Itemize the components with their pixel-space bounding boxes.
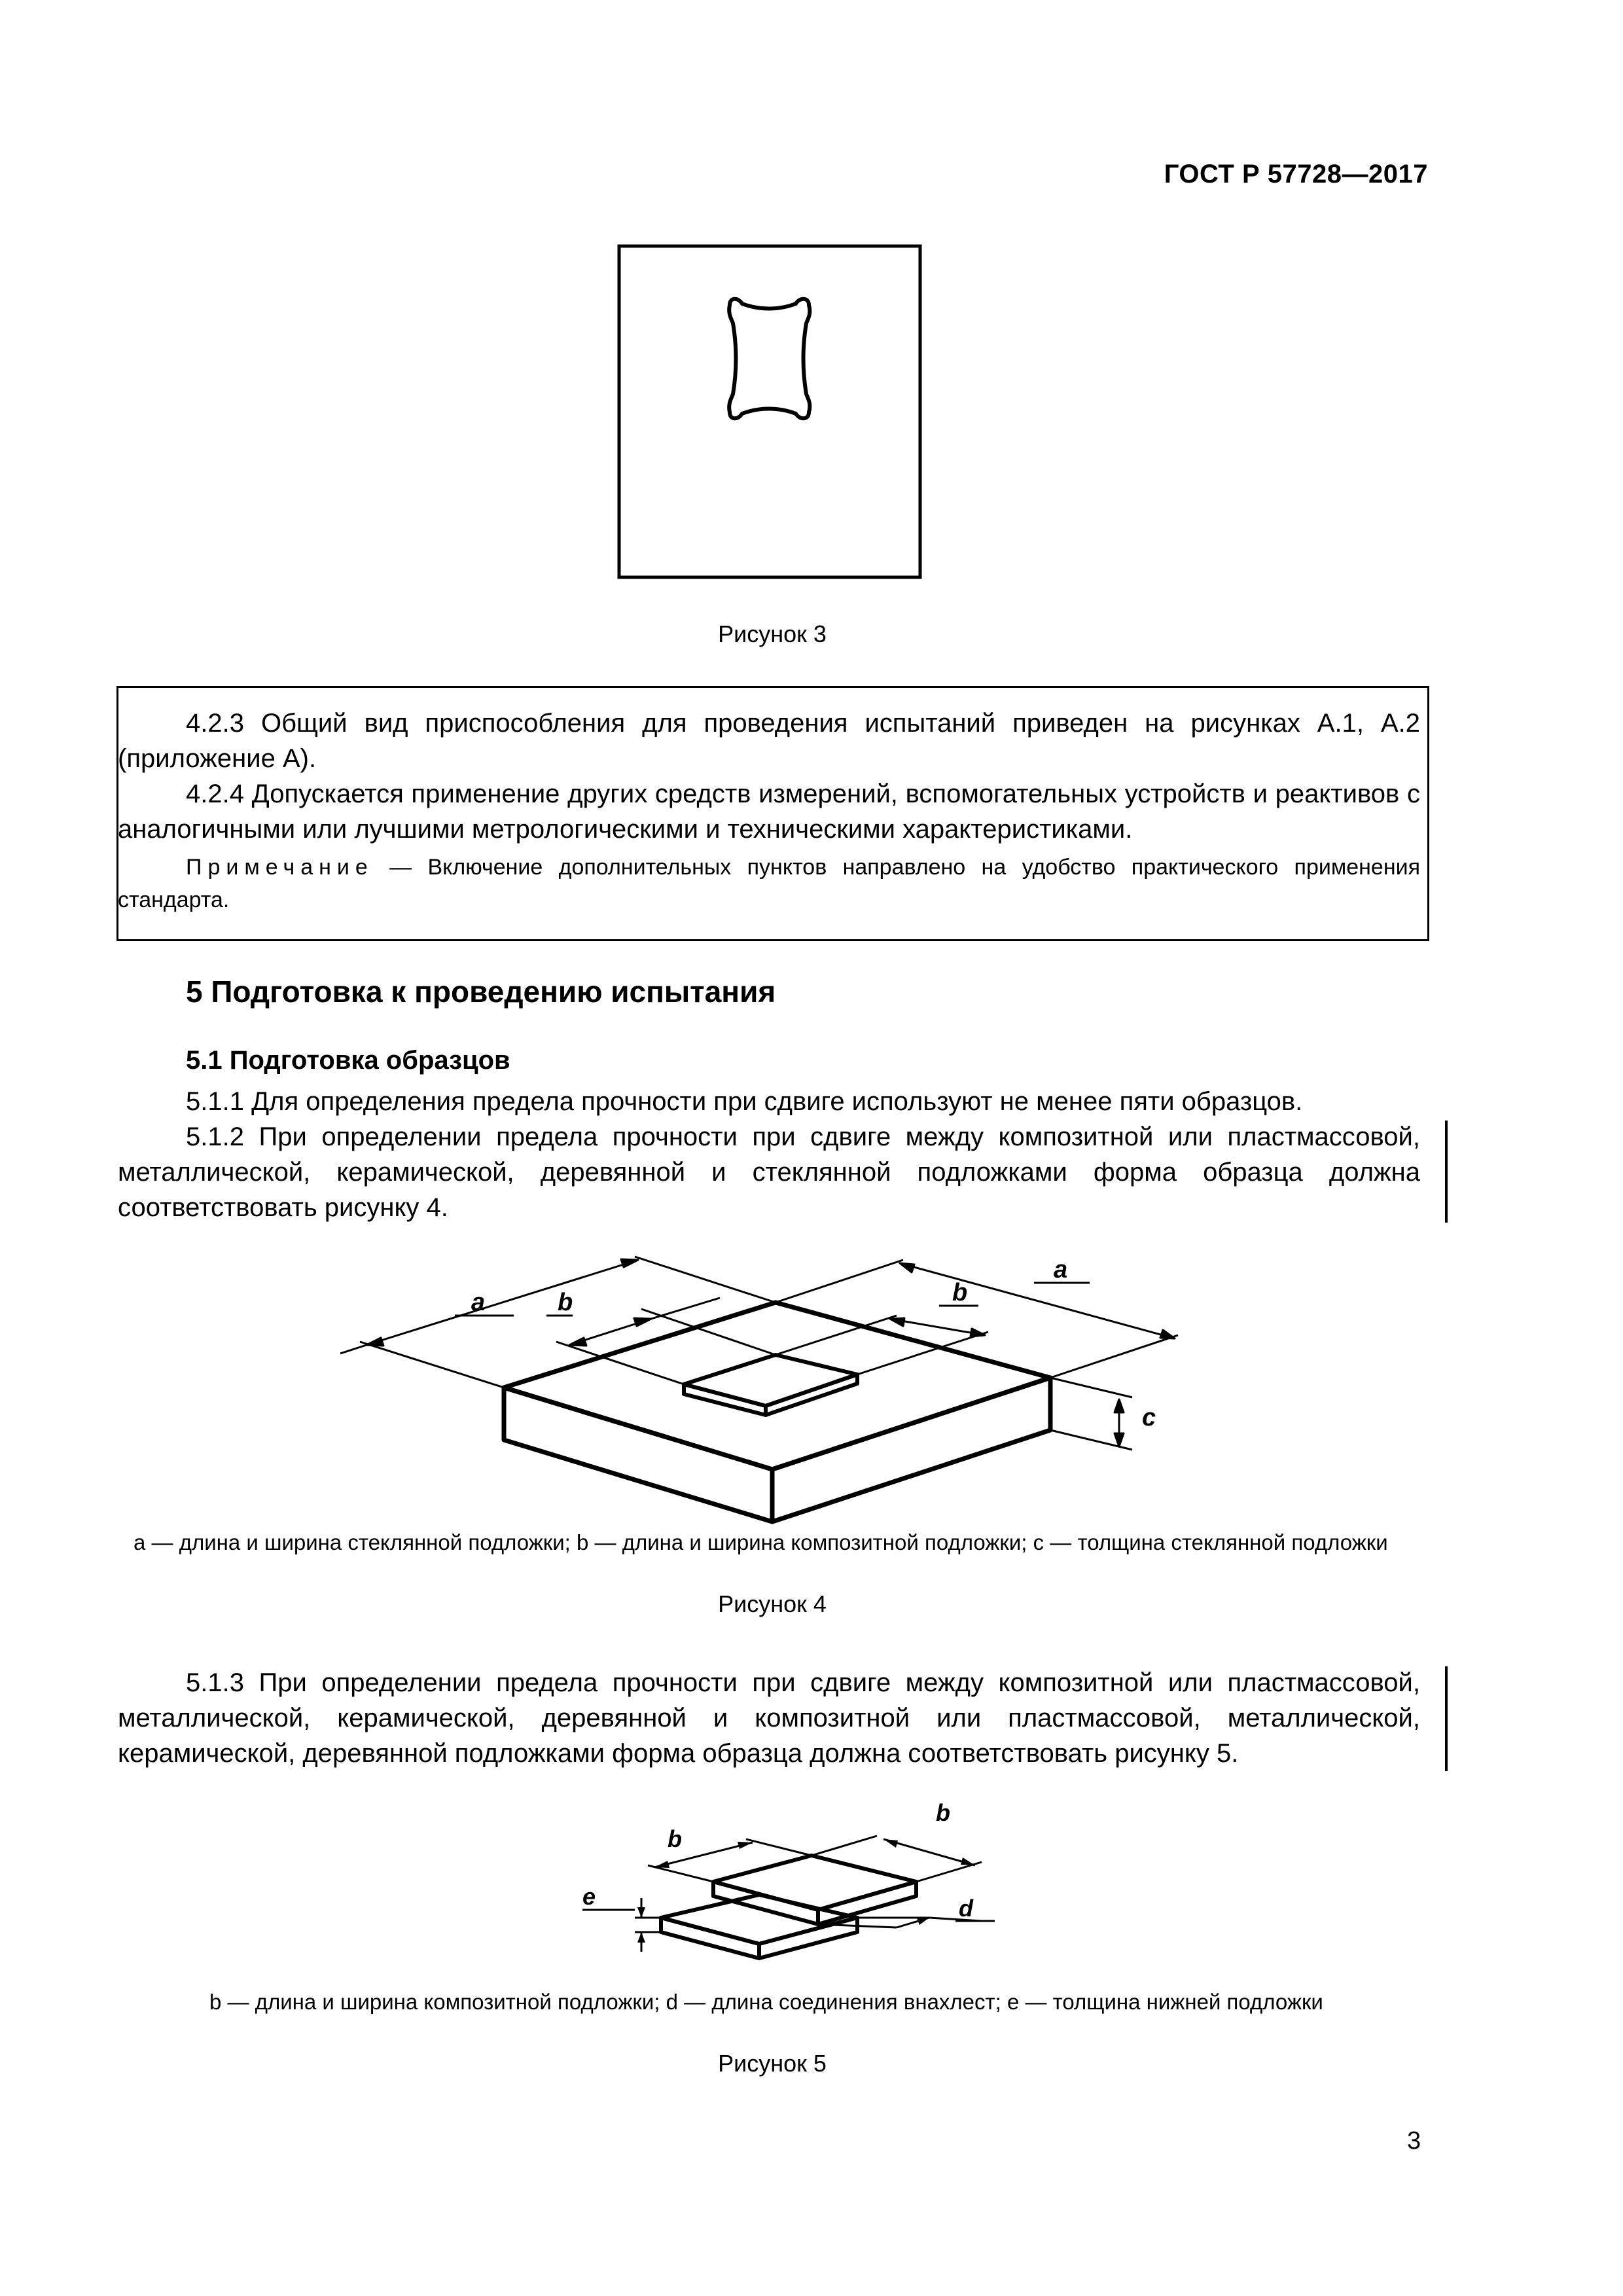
fig5-label-e: e (582, 1883, 596, 1910)
figure-3-caption: Рисунок 3 (718, 620, 827, 647)
paragraph-5-1-2: 5.1.2 При определении предела прочности при сдвиге между композитной или пластмассовой, металлической, керамической, деревянной и стеклянной подложками форма образца должна соответствовать рисунку 4. (118, 1122, 1420, 1222)
figure-4-caption: Рисунок 4 (718, 1590, 827, 1617)
upper-plate-top (713, 1856, 916, 1910)
fig4-label-b-right: b (952, 1279, 968, 1306)
change-bar-5-1-2 (1445, 1121, 1448, 1223)
lower-plate-right (759, 1918, 857, 1958)
fig4-label-a-right: a (1054, 1256, 1068, 1283)
change-bar-5-1-3 (1445, 1666, 1448, 1771)
lower-plate-left (661, 1918, 759, 1958)
fig4-label-a-left: a (471, 1289, 486, 1316)
paragraph-4-2-4: 4.2.4 Допускается применение других средств измерений, вспомогательных устройств и реактивов с аналогичными или лучшими метрологическими и техническими характеристиками. (118, 780, 1420, 844)
note-paragraph (118, 851, 1420, 916)
figure-5-legend: b — длина и ширина композитной подложки; d — длина соединения внахлест; e — толщина нижней подложки (209, 1990, 1323, 2014)
composite-plate-top (684, 1355, 857, 1406)
fig4-label-b-left: b (558, 1289, 573, 1316)
figure-5-drawing (563, 1787, 1021, 1983)
figure-3-drawing (615, 242, 929, 583)
fig4-label-c: c (1142, 1404, 1156, 1431)
note-text: — Включение дополнительных пунктов направлено на удобство практического применения стандарта. (118, 855, 1420, 912)
figure-5-caption: Рисунок 5 (718, 2050, 827, 2077)
fig5-label-b-right: b (936, 1799, 950, 1826)
page-number: 3 (1407, 2127, 1421, 2155)
glass-plate-top (504, 1302, 1050, 1469)
section-5-title: 5 Подготовка к проведению испытания (186, 975, 776, 1009)
document-code: ГОСТ Р 57728—2017 (1164, 160, 1428, 188)
fig5-label-b-left: b (668, 1825, 682, 1852)
fig5-label-d: d (959, 1895, 973, 1922)
paragraph-4-2-3: 4.2.3 Общий вид приспособления для проведения испытаний приведен на рисунках А.1, А.2 (приложение А). (118, 709, 1420, 773)
paragraph-5-1-1: 5.1.1 Для определения предела прочности при сдвиге используют не менее пяти образцов. (186, 1087, 1303, 1116)
figure-4-drawing (340, 1230, 1204, 1532)
composite-plate-left (684, 1384, 766, 1415)
subsection-5-1-title: 5.1 Подготовка образцов (186, 1046, 510, 1075)
lower-plate-top (661, 1895, 857, 1944)
paragraph-5-1-3: 5.1.3 При определении предела прочности при сдвиге между композитной или пластмассовой, металлической, керамической, деревянной и композитной или пластмассовой, металлической, керамической, деревянной подложками форма образца должна соответствовать рисунку 5. (118, 1668, 1420, 1768)
figure-4-legend: a — длина и ширина стеклянной подложки; b — длина и ширина композитной подложки; c — толщина стеклянной подложки (134, 1530, 1388, 1554)
note-label: Примечание (186, 855, 374, 880)
composite-plate-right (766, 1374, 857, 1415)
